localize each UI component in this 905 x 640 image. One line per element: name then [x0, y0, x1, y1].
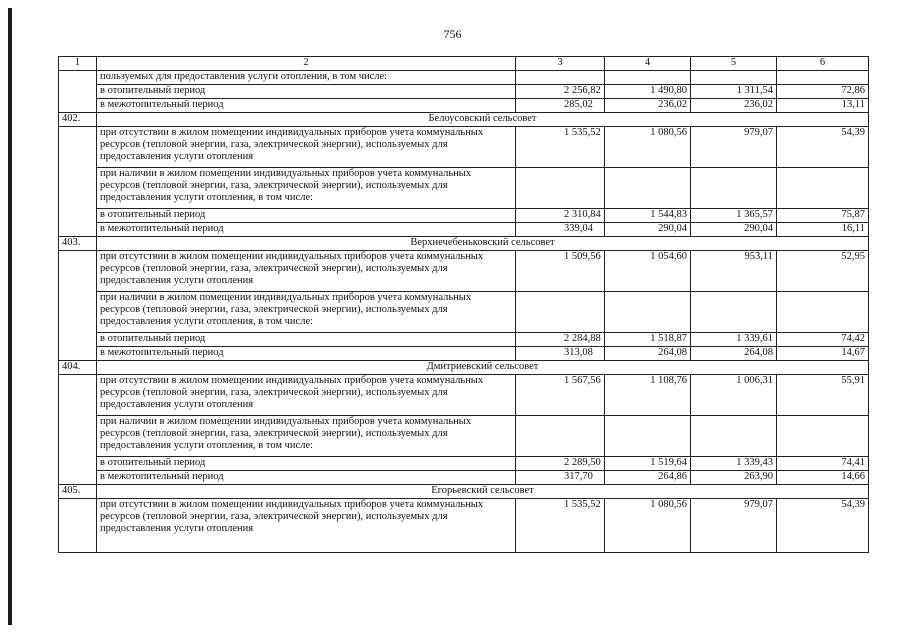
value-cell: 2 284,88 [516, 333, 605, 347]
value-cell: 14,66 [777, 471, 869, 485]
page-number: 756 [443, 27, 462, 41]
table-row [59, 471, 869, 485]
value-cell: 1 535,52 [516, 499, 605, 553]
description-cell: в межотопительный период [97, 347, 516, 361]
value-cell: 1 544,83 [605, 209, 691, 223]
section-title: Верхнечебеньковский сельсовет [97, 237, 869, 251]
table-row [59, 251, 869, 292]
col-header-1: 1 [59, 57, 97, 71]
scan-edge-shadow [8, 8, 12, 625]
table-row [59, 99, 869, 113]
section-header-row [59, 485, 869, 499]
value-cell: 1 080,56 [605, 127, 691, 168]
value-cell: 75,87 [777, 209, 869, 223]
table-row [59, 168, 869, 209]
value-cell: 953,11 [691, 251, 777, 292]
value-cell: 54,39 [777, 127, 869, 168]
table-row [59, 499, 869, 553]
value-cell: 2 289,50 [516, 457, 605, 471]
tariff-table [58, 56, 869, 553]
value-cell: 1 339,43 [691, 457, 777, 471]
value-cell: 979,07 [691, 499, 777, 553]
value-cell: 263,90 [691, 471, 777, 485]
number-cell [59, 375, 97, 485]
section-number: 405. [59, 485, 97, 499]
value-cell: 52,95 [777, 251, 869, 292]
value-cell: 285,02 [516, 99, 605, 113]
table-row [59, 333, 869, 347]
value-cell: 16,11 [777, 223, 869, 237]
description-cell: в отопительный период [97, 333, 516, 347]
description-cell: в межотопительный период [97, 99, 516, 113]
col-header-6: 6 [777, 57, 869, 71]
value-cell: 264,86 [605, 471, 691, 485]
value-cell: 74,42 [777, 333, 869, 347]
value-cell: 1 365,57 [691, 209, 777, 223]
value-cell: 1 518,87 [605, 333, 691, 347]
value-cell: 1 509,56 [516, 251, 605, 292]
col-header-4: 4 [605, 57, 691, 71]
value-cell: 1 535,52 [516, 127, 605, 168]
section-number: 402. [59, 113, 97, 127]
value-cell: 317,70 [516, 471, 605, 485]
table-row [59, 416, 869, 457]
value-cell: 55,91 [777, 375, 869, 416]
value-cell: 1 490,80 [605, 85, 691, 99]
section-title: Егорьевский сельсовет [97, 485, 869, 499]
table-row [59, 223, 869, 237]
value-cell: 1 054,60 [605, 251, 691, 292]
section-header-row [59, 361, 869, 375]
value-cell: 979,07 [691, 127, 777, 168]
section-header-row [59, 113, 869, 127]
value-cell: 1 006,31 [691, 375, 777, 416]
description-cell: при наличии в жилом помещении индивидуальных приборов учета коммунальных ресурсов (тепловой энергии, газа, электрической энергии), используемых для предоставления услуги отопления, в том числе: [97, 292, 516, 333]
table-row [59, 347, 869, 361]
header-row [59, 57, 869, 71]
number-cell [59, 251, 97, 361]
description-cell: в отопительный период [97, 85, 516, 99]
section-header-row [59, 237, 869, 251]
table-row [59, 71, 869, 85]
description-cell: при отсутствии в жилом помещении индивидуальных приборов учета коммунальных ресурсов (тепловой энергии, газа, электрической энергии), используемых для предоставления услуги отопления [97, 251, 516, 292]
value-cell: 14,67 [777, 347, 869, 361]
description-cell: в отопительный период [97, 209, 516, 223]
value-cell: 1 080,56 [605, 499, 691, 553]
value-cell: 1 108,76 [605, 375, 691, 416]
table-row [59, 292, 869, 333]
description-cell: в межотопительный период [97, 471, 516, 485]
table-row [59, 457, 869, 471]
value-cell: 1 339,61 [691, 333, 777, 347]
value-cell: 264,08 [605, 347, 691, 361]
col-header-5: 5 [691, 57, 777, 71]
value-cell: 1 519,64 [605, 457, 691, 471]
value-cell: 264,08 [691, 347, 777, 361]
description-cell: в отопительный период [97, 457, 516, 471]
description-cell: при наличии в жилом помещении индивидуальных приборов учета коммунальных ресурсов (тепловой энергии, газа, электрической энергии), используемых для предоставления услуги отопления, в том числе: [97, 416, 516, 457]
description-cell: при отсутствии в жилом помещении индивидуальных приборов учета коммунальных ресурсов (тепловой энергии, газа, электрической энергии), используемых для предоставления услуги отопления [97, 499, 516, 553]
section-title: Белоусовский сельсовет [97, 113, 869, 127]
col-header-3: 3 [516, 57, 605, 71]
value-cell: 72,86 [777, 85, 869, 99]
table-row [59, 85, 869, 99]
value-cell: 313,08 [516, 347, 605, 361]
value-cell: 54,39 [777, 499, 869, 553]
value-cell: 2 256,82 [516, 85, 605, 99]
table-row [59, 209, 869, 223]
description-cell: пользуемых для предоставления услуги отопления, в том числе: [97, 71, 516, 85]
value-cell: 74,41 [777, 457, 869, 471]
value-cell: 290,04 [605, 223, 691, 237]
value-cell: 2 310,84 [516, 209, 605, 223]
value-cell: 339,04 [516, 223, 605, 237]
table-row [59, 375, 869, 416]
value-cell: 13,11 [777, 99, 869, 113]
value-cell: 236,02 [691, 99, 777, 113]
value-cell: 236,02 [605, 99, 691, 113]
number-cell [59, 499, 97, 553]
number-cell [59, 127, 97, 237]
section-title: Дмитриевский сельсовет [97, 361, 869, 375]
value-cell: 1 567,56 [516, 375, 605, 416]
value-cell: 1 311,54 [691, 85, 777, 99]
value-cell: 290,04 [691, 223, 777, 237]
description-cell: при отсутствии в жилом помещении индивидуальных приборов учета коммунальных ресурсов (тепловой энергии, газа, электрической энергии), используемых для предоставления услуги отопления [97, 375, 516, 416]
table-row [59, 127, 869, 168]
description-cell: при наличии в жилом помещении индивидуальных приборов учета коммунальных ресурсов (тепловой энергии, газа, электрической энергии), используемых для предоставления услуги отопления, в том числе: [97, 168, 516, 209]
section-number: 404. [59, 361, 97, 375]
number-cell [59, 71, 97, 113]
col-header-2: 2 [97, 57, 516, 71]
section-number: 403. [59, 237, 97, 251]
description-cell: в межотопительный период [97, 223, 516, 237]
description-cell: при отсутствии в жилом помещении индивидуальных приборов учета коммунальных ресурсов (тепловой энергии, газа, электрической энергии), используемых для предоставления услуги отопления [97, 127, 516, 168]
